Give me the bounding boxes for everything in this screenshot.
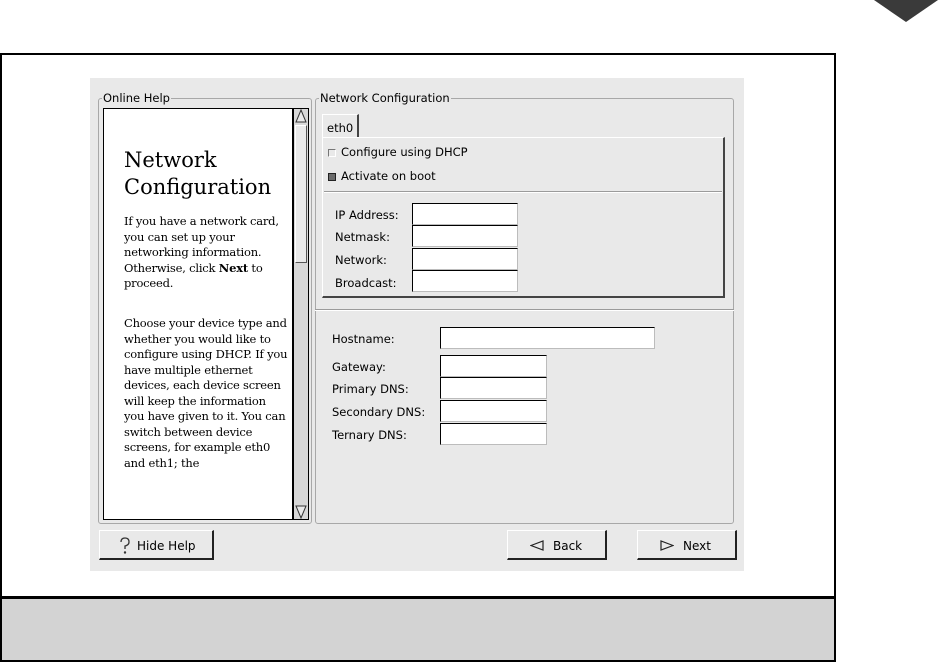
help-paragraph-1	[124, 214, 289, 292]
netmask-field[interactable]	[412, 225, 518, 247]
activate-on-boot-checkbox[interactable]	[328, 173, 336, 181]
help-title: Network Configuration	[124, 148, 272, 199]
secondary-dns-field[interactable]	[440, 400, 547, 422]
back-button[interactable]	[507, 530, 607, 560]
ternary-dns-field[interactable]	[440, 423, 547, 445]
scroll-up-arrow-icon[interactable]	[294, 109, 308, 123]
tab-eth0[interactable]	[322, 114, 359, 138]
secondary-dns-label: Secondary DNS:	[332, 405, 426, 419]
installer-window	[90, 78, 744, 571]
dhcp-checkbox[interactable]	[328, 149, 336, 157]
network-configuration-legend: Network Configuration	[320, 91, 450, 105]
help-paragraph-1-text: If you have a network card, you can set up your networking information. Otherwise, click	[124, 214, 279, 275]
broadcast-label: Broadcast:	[335, 276, 397, 290]
primary-dns-field[interactable]	[440, 377, 547, 399]
ip-address-field[interactable]	[412, 203, 518, 225]
left-triangle-icon	[530, 540, 544, 551]
hide-help-label: Hide Help	[137, 539, 196, 553]
hostname-label: Hostname:	[332, 332, 395, 346]
help-paragraph-1-end: to proceed.	[124, 260, 263, 290]
network-label: Network:	[335, 253, 387, 267]
right-triangle-icon	[660, 540, 674, 551]
help-paragraph-1-next: Next	[218, 260, 248, 275]
help-text-panel[interactable]	[103, 108, 293, 520]
options-divider	[324, 191, 722, 193]
dhcp-checkbox-label[interactable]: Configure using DHCP	[341, 145, 468, 159]
footer-band	[0, 596, 836, 662]
activate-on-boot-label[interactable]: Activate on boot	[341, 169, 436, 183]
ternary-dns-label: Ternary DNS:	[332, 428, 407, 442]
hide-help-button[interactable]	[99, 530, 214, 560]
tab-eth0-label: eth0	[327, 121, 354, 135]
hostname-field[interactable]	[440, 327, 655, 349]
gateway-field[interactable]	[440, 355, 547, 377]
network-field[interactable]	[412, 248, 518, 270]
help-scrollbar[interactable]	[293, 108, 309, 520]
primary-dns-label: Primary DNS:	[332, 382, 409, 396]
gateway-label: Gateway:	[332, 360, 386, 374]
broadcast-field[interactable]	[412, 270, 518, 292]
question-mark-icon	[118, 537, 132, 555]
next-button[interactable]	[637, 530, 737, 560]
down-triangle-icon	[874, 0, 938, 22]
help-paragraph-2: Choose your device type and whether you would like to configure using DHCP. If you have multiple ethernet devices, each device screen will keep the information you have given to it. You can switch between device screens, for example eth0 and eth1; the	[124, 316, 288, 470]
scroll-down-arrow-icon[interactable]	[294, 505, 308, 519]
ip-address-label: IP Address:	[335, 208, 399, 222]
online-help-legend: Online Help	[103, 91, 170, 105]
netmask-label: Netmask:	[335, 230, 390, 244]
next-label: Next	[683, 539, 711, 553]
host-divider	[315, 309, 734, 311]
scrollbar-thumb[interactable]	[295, 125, 307, 263]
back-label: Back	[553, 539, 583, 553]
